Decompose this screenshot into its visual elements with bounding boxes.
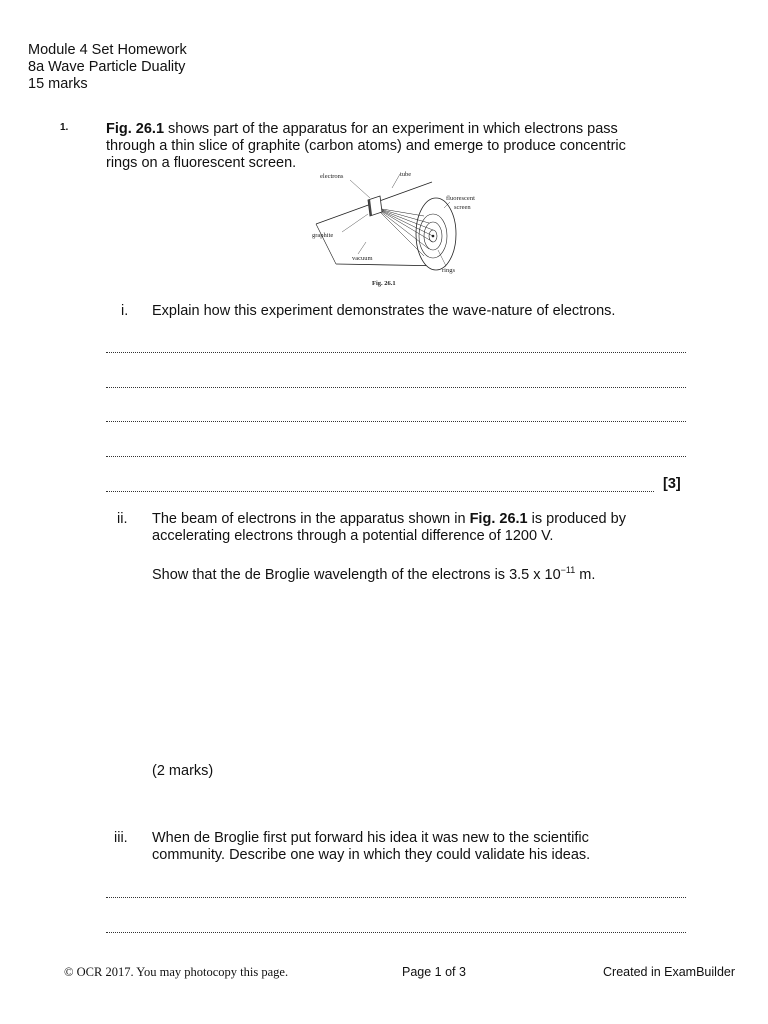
part-ii-unit: m.	[575, 566, 596, 583]
label-tube: tube	[400, 171, 412, 178]
part-ii-line1	[152, 511, 626, 528]
fluorescent-screen	[416, 198, 456, 270]
footer-page-number: Page 1 of 3	[402, 965, 466, 979]
question-number: 1.	[60, 122, 69, 133]
part-ii-show-that	[152, 562, 595, 584]
header-subtitle: 8a Wave Particle Duality	[28, 59, 186, 75]
part-i-question: Explain how this experiment demonstrates the wave-nature of electrons.	[152, 303, 616, 319]
label-rings: rings	[442, 267, 455, 274]
part-i-marks: [3]	[663, 476, 681, 492]
label-electrons: electrons	[320, 173, 344, 180]
apparatus-figure	[296, 168, 496, 290]
answer-line-7[interactable]	[106, 932, 686, 933]
part-ii-line1-end: is produced by	[527, 511, 626, 527]
label-graphite: graphite	[312, 232, 334, 239]
label-screen: screen	[454, 204, 471, 211]
part-iii-line1: When de Broglie first put forward his idea it was new to the scientific	[152, 830, 589, 846]
figure-caption: Fig. 26.1	[372, 280, 396, 287]
part-ii-show-text: Show that the de Broglie wavelength of the electrons is 3.5 x 10	[152, 566, 561, 583]
label-vacuum: vacuum	[352, 255, 373, 262]
part-ii-line2: accelerating electrons through a potential difference of 1200 V.	[152, 528, 554, 544]
part-ii-marks: (2 marks)	[152, 763, 214, 779]
part-ii-fig-reference: Fig. 26.1	[469, 511, 528, 527]
fig-reference: Fig. 26.1	[106, 121, 165, 137]
footer-created: Created in ExamBuilder	[603, 965, 736, 979]
tube-end	[316, 224, 336, 264]
answer-line-3[interactable]	[106, 421, 686, 422]
footer-copyright: © OCR 2017. You may photocopy this page.	[64, 965, 289, 979]
answer-line-1[interactable]	[106, 352, 686, 353]
header-marks: 15 marks	[28, 76, 88, 92]
question-intro-line2: through a thin slice of graphite (carbon atoms) and emerge to produce concentric	[106, 138, 626, 154]
label-fluorescent: fluorescent	[446, 195, 475, 202]
header-title: Module 4 Set Homework	[28, 42, 187, 58]
part-iii-line2: community. Describe one way in which they could validate his ideas.	[152, 847, 591, 863]
answer-line-4[interactable]	[106, 456, 686, 457]
question-intro-line1	[106, 121, 618, 138]
part-ii-line1-text: The beam of electrons in the apparatus shown in	[152, 511, 470, 527]
answer-line-6[interactable]	[106, 897, 686, 898]
part-ii-exponent: −11	[560, 565, 576, 575]
intro-text: shows part of the apparatus for an experiment in which electrons pass	[164, 121, 618, 137]
answer-line-5[interactable]	[106, 491, 654, 492]
part-iii-numeral: iii.	[114, 830, 128, 846]
part-i-numeral: i.	[121, 303, 129, 319]
answer-line-2[interactable]	[106, 387, 686, 388]
question-intro-line3: rings on a fluorescent screen.	[106, 155, 297, 171]
part-ii-numeral: ii.	[117, 511, 128, 527]
